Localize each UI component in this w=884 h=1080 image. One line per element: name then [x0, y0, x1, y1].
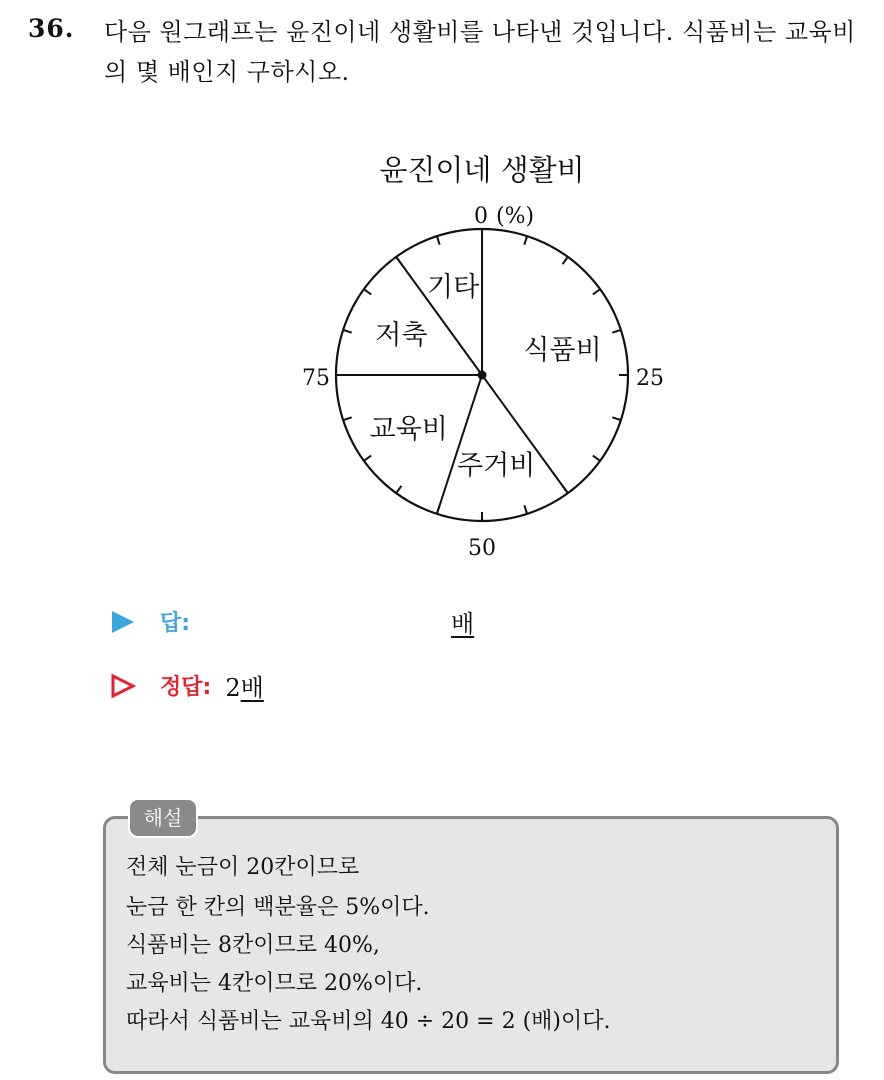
- answer-label: 답:: [160, 611, 191, 636]
- scale-label-25: 25: [636, 366, 664, 391]
- scale-tick: [343, 417, 352, 420]
- chart-title: 윤진이네 생활비: [379, 153, 585, 187]
- scale-tick: [364, 289, 371, 294]
- correct-value-group: [225, 674, 263, 702]
- scale-tick: [343, 330, 352, 333]
- answer-row: [110, 606, 190, 637]
- scale-tick: [524, 505, 527, 514]
- scale-tick: [563, 257, 568, 264]
- scale-tick: [524, 236, 527, 245]
- scale-tick: [437, 236, 440, 245]
- question-number: 36.: [28, 14, 75, 43]
- scale-tick: [396, 486, 401, 493]
- explanation-line: 식품비는 8칸이므로 40%,: [126, 933, 380, 958]
- explanation-line: 따라서 식품비는 교육비의 40 ÷ 20 = 2 (배)이다.: [126, 1009, 611, 1034]
- scale-label-50: 50: [468, 536, 496, 561]
- correct-unit: 배: [240, 674, 264, 702]
- correct-label: 정답:: [160, 675, 212, 700]
- explanation-line: 교육비는 4칸이므로 20%이다.: [126, 971, 423, 996]
- scale-tick: [612, 417, 621, 420]
- scale-tick: [612, 330, 621, 333]
- scale-tick: [593, 456, 600, 461]
- scale-label-75: 75: [302, 366, 330, 391]
- question-text: 다음 원그래프는 윤진이네 생활비를 나타낸 것입니다. 식품비는 교육비의 몇 배인지 구하시오.: [104, 18, 856, 86]
- scale-tick: [364, 456, 371, 461]
- slice-label: 교육비: [369, 414, 448, 446]
- correct-value: 2: [225, 674, 241, 702]
- explanation-line: 눈금 한 칸의 백분율은 5%이다.: [126, 895, 430, 920]
- center-dot: [478, 371, 487, 380]
- scale-tick: [593, 289, 600, 294]
- scale-label-0: 0: [474, 204, 488, 229]
- explanation-line: 전체 눈금이 20칸이므로: [126, 855, 360, 880]
- slice-label: 식품비: [523, 334, 602, 366]
- scale-unit-label: (%): [496, 204, 535, 229]
- explanation-tab: 해설: [128, 798, 198, 838]
- blue-triangle-icon: [110, 609, 136, 635]
- slice-label: 주거비: [457, 450, 536, 482]
- slice-label: 저축: [375, 319, 428, 351]
- answer-unit: 배: [451, 610, 475, 638]
- red-outline-triangle-icon: [110, 673, 136, 699]
- correct-answer-row: [110, 668, 264, 703]
- slice-label: 기타: [427, 272, 480, 304]
